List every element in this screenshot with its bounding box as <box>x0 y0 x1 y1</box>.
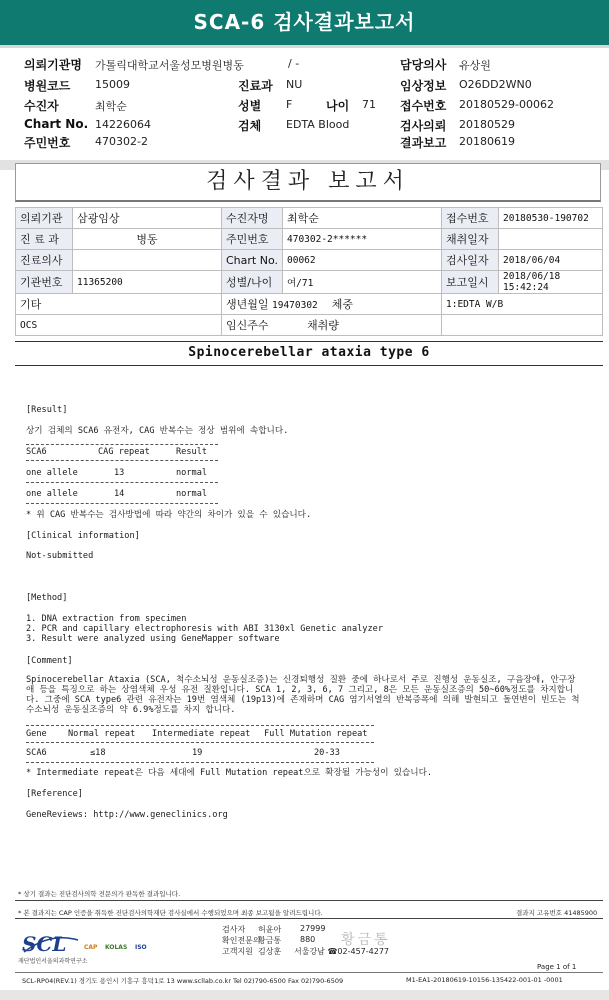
result-note: * 위 CAG 반복수는 검사방법에 따라 약간의 차이가 있을 수 있습니다. <box>26 510 312 520</box>
receipt-label: 접수번호 <box>400 99 447 113</box>
method-header: [Method] <box>26 593 68 603</box>
info-label: 의뢰기관 <box>16 208 73 229</box>
info-value <box>442 315 603 336</box>
repeat-col-intermediate: Intermediate repeat <box>152 729 251 739</box>
divider <box>15 918 603 919</box>
result-allele: one allele <box>26 489 78 499</box>
recipient-value: 최학순 <box>95 100 127 113</box>
clinical-value: O26DD2WN0 <box>459 78 532 91</box>
signer-role: 고객지원 <box>222 947 253 956</box>
signer-name: 황금통 <box>258 936 282 945</box>
signer-license: 880 <box>300 935 316 944</box>
info-label: 기타 <box>16 294 222 315</box>
logo-subtitle: 재단법인서울의과학연구소 <box>18 958 88 965</box>
info-label <box>222 294 442 315</box>
divider <box>15 900 603 901</box>
table-row <box>16 294 603 315</box>
signer-name: 허윤아 <box>258 925 282 934</box>
sex-value: F <box>286 98 293 111</box>
signer-license: 서울강남 ☎02-457-4277 <box>294 947 390 956</box>
recipient-label: 수진자 <box>24 99 59 113</box>
result-status: normal <box>176 489 208 499</box>
banner-divider <box>0 45 609 48</box>
age-value: 71 <box>362 98 376 111</box>
cap-mark-icon: CAP <box>84 944 98 951</box>
result-allele: one allele <box>26 468 78 478</box>
result-text: 상기 검체의 SCA6 유전자, CAG 반복수는 정상 범위에 속합니다. <box>26 426 289 436</box>
info-label: 기관번호 <box>16 271 73 294</box>
repeat-col-full: Full Mutation repeat <box>264 729 368 739</box>
pregnancy-label: 임신주수 <box>226 319 269 332</box>
info-value: 병동 <box>73 229 222 250</box>
footer-note: * 상기 결과는 진단검사의학 전문의가 판독한 결과입니다. <box>18 890 181 898</box>
chart-value: 14226064 <box>95 118 151 131</box>
repeat-full: 20-33 <box>314 748 340 758</box>
info-label <box>222 315 442 336</box>
footer-address: SCL-RP04(REV.1) 경기도 용인시 기흥구 흥덕1로 13 www.scllab.co.kr Tel 02)790-6500 Fax 02)790-6509 <box>22 977 344 985</box>
report-title: 검사결과 보고서 <box>206 169 410 194</box>
comment-text: Spinocerebellar Ataxia (SCA, 척수소뇌성 운동실조증)는 신경퇴행성 질환 중에 하나로서 주로 진행성 운동실조, 구음장애, 안구장애 등을 특징으로 하는 상염색체 우성 유전 질환입니다. SCA 1, 2, 3, 6, 7 그리고, 8은 모든 운동실조증의 50~60%정도를 차지합니다. 그중에 SCA type6 관련 유전자는 19번 염색체 (19p13)에 존재하며 CAG 염기서열의 반복증폭에 의해 발현되고 돌연변이 빈도는 척수소뇌성 운동실조증의 약 6.9%정도를 차지 합니다. <box>26 675 580 715</box>
report-value: 20180619 <box>459 135 515 148</box>
resident-label: 주민번호 <box>24 136 71 150</box>
certificate-number: 결과지 고유번호 41485900 <box>516 909 598 917</box>
repeat-col-gene: Gene <box>26 729 47 739</box>
disease-title: Spinocerebellar ataxia type 6 <box>188 345 430 360</box>
signer-license: 27999 <box>300 924 326 933</box>
divider <box>15 341 603 342</box>
divider <box>26 762 374 763</box>
footer-note: * 본 결과지는 CAP 인증을 취득한 진단검사의학재단 검사실에서 수행되었으며 최종 보고됨을 알려드립니다. <box>18 909 323 917</box>
chart-label: Chart No. <box>24 117 89 131</box>
info-value <box>499 229 603 250</box>
divider <box>26 725 374 726</box>
info-value: 2018/06/18 15:42:24 <box>499 271 603 294</box>
clinical-text: Not-submitted <box>26 551 94 561</box>
info-label: 진료의사 <box>16 250 73 271</box>
divider <box>26 444 218 445</box>
banner-title: SCA-6 검사결과보고서 <box>193 10 416 34</box>
repeat-note: * Intermediate repeat은 다음 세대에 Full Mutation repeat으로 확장될 가능성이 있습니다. <box>26 768 433 778</box>
result-header: [Result] <box>26 405 68 415</box>
info-label: OCS <box>16 315 222 336</box>
info-label: 채취일자 <box>442 229 499 250</box>
result-repeat: 14 <box>114 489 125 499</box>
divider <box>26 482 218 483</box>
institution-suffix: / - <box>288 57 300 70</box>
kolas-mark-icon: KOLAS <box>105 944 128 951</box>
info-label: 주민번호 <box>222 229 283 250</box>
doctor-label: 담당의사 <box>400 58 447 72</box>
info-value: 470302-2****** <box>283 229 442 250</box>
institution-value: 가톨릭대학교서울성모병원병동 <box>95 59 244 72</box>
info-value: 11365200 <box>73 271 222 294</box>
specimen-type: 1:EDTA W/B <box>442 294 603 315</box>
table-row <box>16 229 603 250</box>
birth-label: 생년월일 <box>226 298 269 311</box>
reference-text: GeneReviews: http://www.geneclinics.org <box>26 810 228 820</box>
report-label: 결과보고 <box>400 136 447 150</box>
info-label: 검사일자 <box>442 250 499 271</box>
method-item: 1. DNA extraction from specimen <box>26 614 187 624</box>
info-value: 20180530-190702 <box>499 208 603 229</box>
signature-stamp: 황금통 <box>341 932 391 948</box>
request-value: 20180529 <box>459 118 515 131</box>
clinical-header: [Clinical information] <box>26 531 140 541</box>
info-label: 성별/나이 <box>222 271 283 294</box>
repeat-col-normal: Normal repeat <box>68 729 136 739</box>
birth-value: 19470302 <box>272 300 318 311</box>
clinical-label: 임상정보 <box>400 79 447 93</box>
logo-swoosh-icon <box>20 930 82 958</box>
divider <box>26 503 218 504</box>
info-label: 접수번호 <box>442 208 499 229</box>
report-title-box <box>15 163 601 202</box>
signer-role: 검사자 <box>222 925 246 934</box>
dept-value: NU <box>286 78 303 91</box>
volume-label: 채취량 <box>306 319 339 332</box>
table-row <box>16 271 603 294</box>
repeat-normal: ≤18 <box>90 748 106 758</box>
info-value <box>73 250 222 271</box>
page-indicator: Page 1 of 1 <box>537 963 577 971</box>
divider <box>15 365 603 366</box>
result-repeat: 13 <box>114 468 125 478</box>
info-value: 최학순 <box>283 208 442 229</box>
divider <box>15 972 603 973</box>
specimen-value: EDTA Blood <box>286 118 350 131</box>
divider <box>26 742 374 743</box>
info-label: 진 료 과 <box>16 229 73 250</box>
info-value: 여/71 <box>283 271 442 294</box>
resident-value: 470302-2 <box>95 135 148 148</box>
comment-header: [Comment] <box>26 656 73 666</box>
info-value: 00062 <box>283 250 442 271</box>
reference-header: [Reference] <box>26 789 83 799</box>
table-row <box>16 315 603 336</box>
dept-label: 진료과 <box>238 79 273 93</box>
doctor-value: 유상원 <box>459 59 491 72</box>
weight-label: 체중 <box>331 298 354 311</box>
specimen-label: 검체 <box>238 119 262 133</box>
info-label: 보고일시 <box>442 271 499 294</box>
age-label: 나이 <box>326 99 350 113</box>
repeat-gene: SCA6 <box>26 748 47 758</box>
iso-mark-icon: ISO <box>135 944 147 951</box>
hospital-code-value: 15009 <box>95 78 130 91</box>
method-item: 2. PCR and capillary electrophoresis with ABI 3130xl Genetic analyzer <box>26 624 383 634</box>
sex-label: 성별 <box>238 99 262 113</box>
result-status: normal <box>176 468 208 478</box>
hospital-code-label: 병원코드 <box>24 79 71 93</box>
report-banner <box>0 0 609 45</box>
info-value: 삼광임상 <box>73 208 222 229</box>
table-row <box>16 208 603 229</box>
info-label: 수진자명 <box>222 208 283 229</box>
bottom-bar <box>0 990 609 1000</box>
report-info-table <box>15 207 603 336</box>
request-label: 검사의뢰 <box>400 119 447 133</box>
divider <box>26 460 218 461</box>
info-label: Chart No. <box>222 250 283 271</box>
result-col-gene: SCA6 <box>26 447 47 457</box>
signer-role: 확인전문의 <box>222 936 261 945</box>
scl-logo: SCL <box>22 932 67 956</box>
method-item: 3. Result were analyzed using GeneMapper software <box>26 634 280 644</box>
report-code: M1-EA1-20180619-10156-135422-001-01 -0001 <box>406 976 563 984</box>
receipt-value: 20180529-00062 <box>459 98 554 111</box>
repeat-intermediate: 19 <box>192 748 203 758</box>
signer-name: 김상훈 <box>258 947 282 956</box>
table-row <box>16 250 603 271</box>
result-col-repeat: CAG repeat <box>98 447 150 457</box>
result-col-result: Result <box>176 447 208 457</box>
institution-label: 의뢰기관명 <box>24 58 82 72</box>
info-value: 2018/06/04 <box>499 250 603 271</box>
